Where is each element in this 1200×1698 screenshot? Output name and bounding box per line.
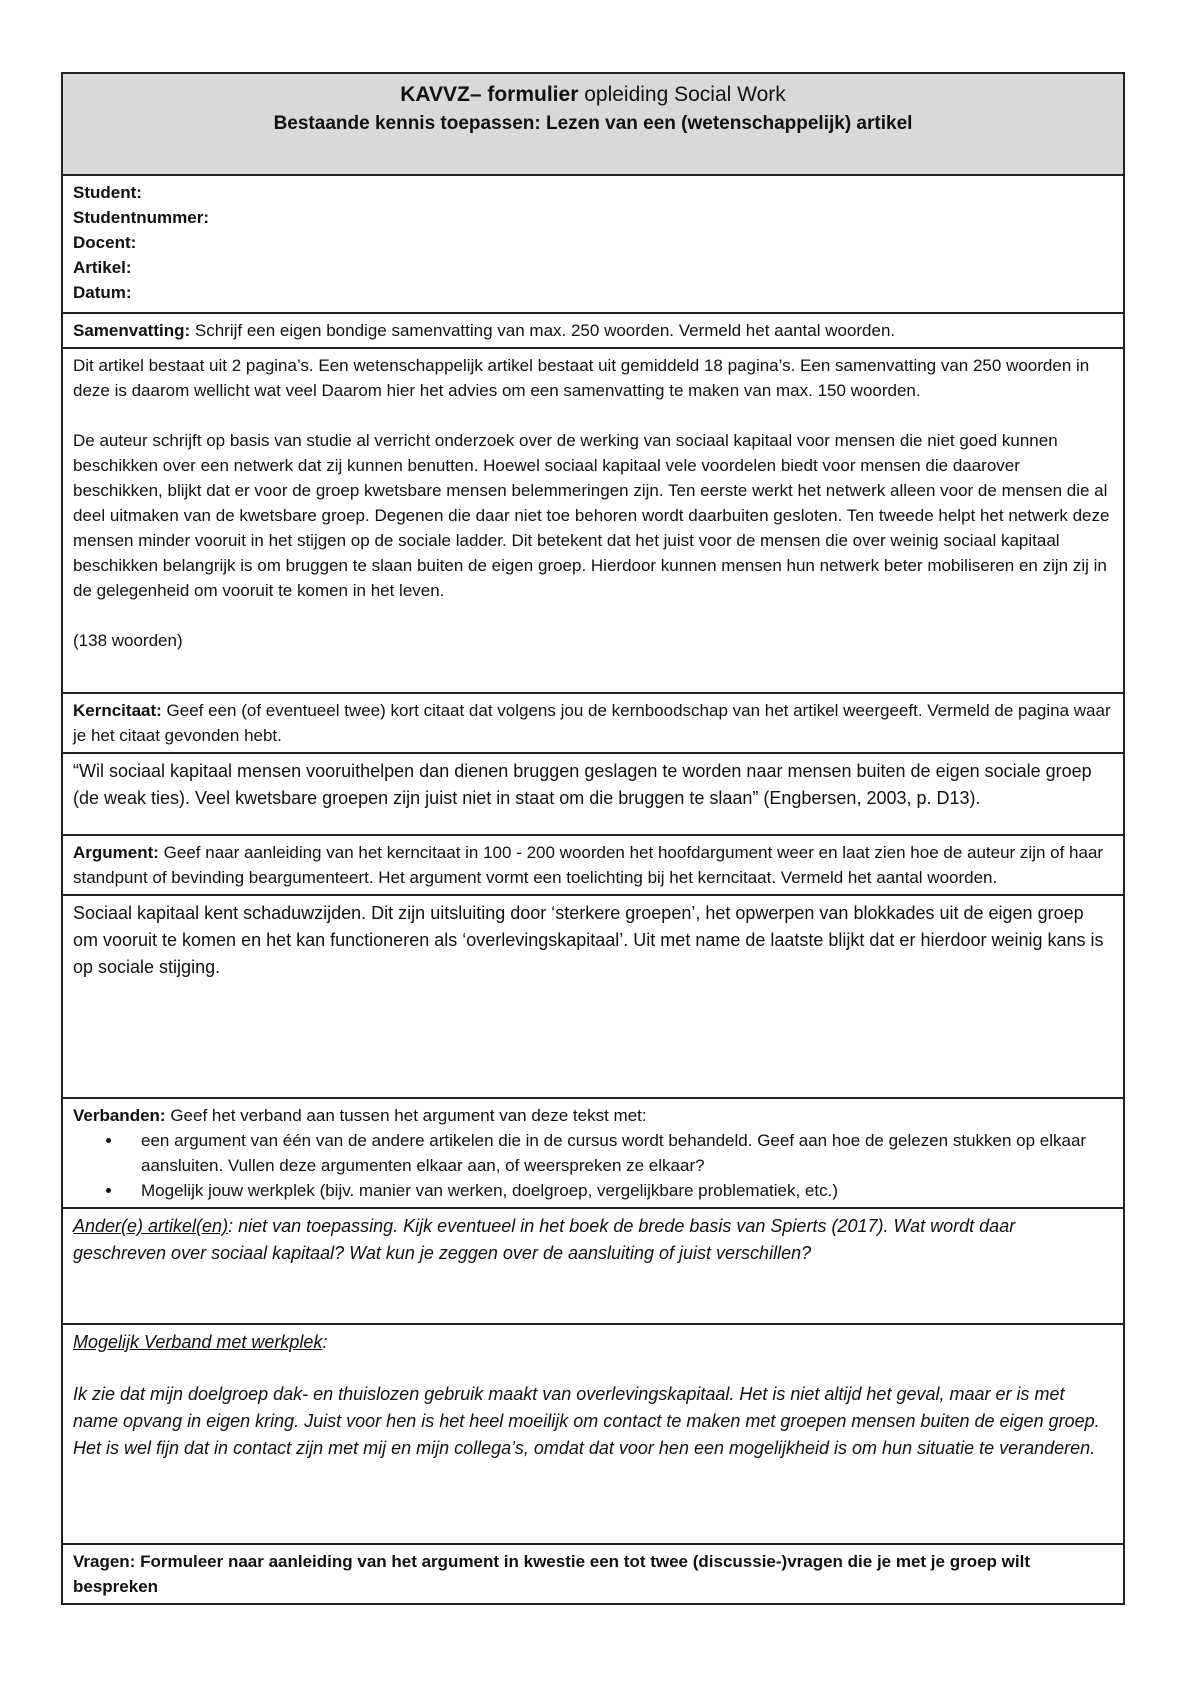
form-title: [73, 80, 1113, 110]
argument-heading: [63, 834, 1123, 894]
teacher-field: Docent:: [73, 233, 137, 252]
summary-body: [63, 347, 1123, 692]
quote-label: Kerncitaat:: [73, 701, 162, 720]
argument-text: Sociaal kapitaal kent schaduwzijden. Dit zijn uitsluiting door ‘sterkere groepen’, het opwerpen van blokkades uit de eigen groep om vooruit te komen en het kan functioneren als ‘overlevingskapitaal’. Uit met name de laatste blijkt dat er hierdoor weinig kans is op sociale stijging.: [73, 903, 1104, 977]
form-header: [63, 74, 1123, 174]
quote-instruction: Geef een (of eventueel twee) kort citaat dat volgens jou de kernboodschap van het artikel weergeeft. Vermeld de pagina waar je het citaat gevonden hebt.: [73, 701, 1111, 745]
other-articles-label: Ander(e) artikel(en): [73, 1216, 229, 1236]
form-table: [61, 72, 1125, 1605]
quote-body: [63, 752, 1123, 834]
questions-section: [63, 1543, 1123, 1603]
summary-heading: [63, 312, 1123, 347]
connections-label: Verbanden:: [73, 1106, 166, 1125]
date-field: Datum:: [73, 283, 132, 302]
workplace-label-colon: :: [322, 1332, 328, 1352]
argument-body: [63, 894, 1123, 1097]
student-number-field: Studentnummer:: [73, 208, 209, 227]
workplace-text: Ik zie dat mijn doelgroep dak- en thuislozen gebruik maakt van overlevingskapitaal. Het is niet altijd het geval, maar er is met name opvang in eigen kring. Juist voor hen is het heel moeilijk om contact te maken met groepen mensen buiten de eigen groep. Het is wel fijn dat in contact zijn met mij en mijn collega’s, omdat dat voor hen een mogelijkheid is om hun situatie te veranderen.: [73, 1384, 1100, 1458]
questions-label: Vragen:: [73, 1552, 136, 1571]
list-item: • een argument van één van de andere artikelen die in de cursus wordt behandeld. Geef aan hoe de gelezen stukken op elkaar aansluiten. Vullen deze argumenten elkaar aan, of weerspreken ze elkaar?: [123, 1128, 1113, 1178]
questions-instruction: Formuleer naar aanleiding van het argument in kwestie een tot twee (discussie-)vragen die je met je groep wilt bespreken: [73, 1552, 1030, 1596]
quote-text: “Wil sociaal kapitaal mensen vooruithelpen dan dienen bruggen geslagen te worden naar mensen buiten de eigen sociale groep (de weak ties). Veel kwetsbare groepen zijn juist niet in staat om die bruggen te slaan” (Engbersen, 2003, p. D13).: [73, 761, 1092, 808]
summary-paragraph-2: De auteur schrijft op basis van studie al verricht onderzoek over de werking van sociaal kapitaal voor mensen die niet goed kunnen beschikken over een netwerk dat zij kunnen benutten. Hoewel sociaal kapitaal vele voordelen biedt voor mensen die daarover beschikken, blijkt dat er voor de groep kwetsbare mensen belemmeringen zijn. Ten eerste werkt het netwerk alleen voor de mensen die al deel uitmaken van de kwetsbare groep. Degenen die daar niet toe behoren wordt daarbuiten gesloten. Ten tweede helpt het netwerk deze mensen minder vooruit in het stijgen op de sociale ladder. Dit betekent dat het juist voor de mensen die over weinig sociaal kapitaal beschikken belangrijk is om bruggen te slaan buiten de eigen groep. Hierdoor kunnen mensen hun netwerk beter mobiliseren en zijn zij in de gelegenheid om vooruit te komen in het leven.: [73, 431, 1110, 600]
quote-heading: [63, 692, 1123, 752]
summary-paragraph-1: Dit artikel bestaat uit 2 pagina’s. Een wetenschappelijk artikel bestaat uit gemiddeld 18 pagina’s. Een samenvatting van 250 woorden in deze is daarom wellicht wat veel Daarom hier het advies om een samenvatting te maken van max. 150 woorden.: [73, 356, 1090, 400]
form-title-bold: KAVVZ– formulier: [400, 83, 579, 106]
connections-instruction: Geef het verband aan tussen het argument van deze tekst met:: [165, 1106, 647, 1125]
form-title-rest: opleiding Social Work: [578, 83, 786, 106]
workplace-label: Mogelijk Verband met werkplek: [73, 1332, 323, 1352]
summary-label: Samenvatting:: [73, 321, 191, 340]
form-subtitle: Bestaande kennis toepassen: Lezen van een (wetenschappelijk) artikel: [273, 113, 913, 134]
summary-word-count: (138 woorden): [73, 631, 183, 650]
connections-section: [63, 1097, 1123, 1207]
argument-label: Argument:: [73, 843, 159, 862]
list-item: • Mogelijk jouw werkplek (bijv. manier van werken, doelgroep, vergelijkbare problematiek, etc.): [123, 1178, 1113, 1203]
summary-instruction: Schrijf een eigen bondige samenvatting van max. 250 woorden. Vermeld het aantal woorden.: [190, 321, 896, 340]
student-field: Student:: [73, 183, 142, 202]
connections-list: [73, 1128, 1113, 1203]
article-field: Artikel:: [73, 258, 132, 277]
student-info: [63, 174, 1123, 312]
workplace-section: [63, 1323, 1123, 1543]
other-articles-section: [63, 1207, 1123, 1323]
argument-instruction: Geef naar aanleiding van het kerncitaat in 100 - 200 woorden het hoofdargument weer en laat zien hoe de auteur zijn of haar standpunt of bevinding beargumenteert. Het argument vormt een toelichting bij het kerncitaat. Vermeld het aantal woorden.: [73, 843, 1104, 887]
other-articles-text: : niet van toepassing. Kijk eventueel in het boek de brede basis van Spierts (2017). Wat wordt daar geschreven over sociaal kapitaal? Wat kun je zeggen over de aansluiting of juist verschillen?: [73, 1216, 1016, 1263]
